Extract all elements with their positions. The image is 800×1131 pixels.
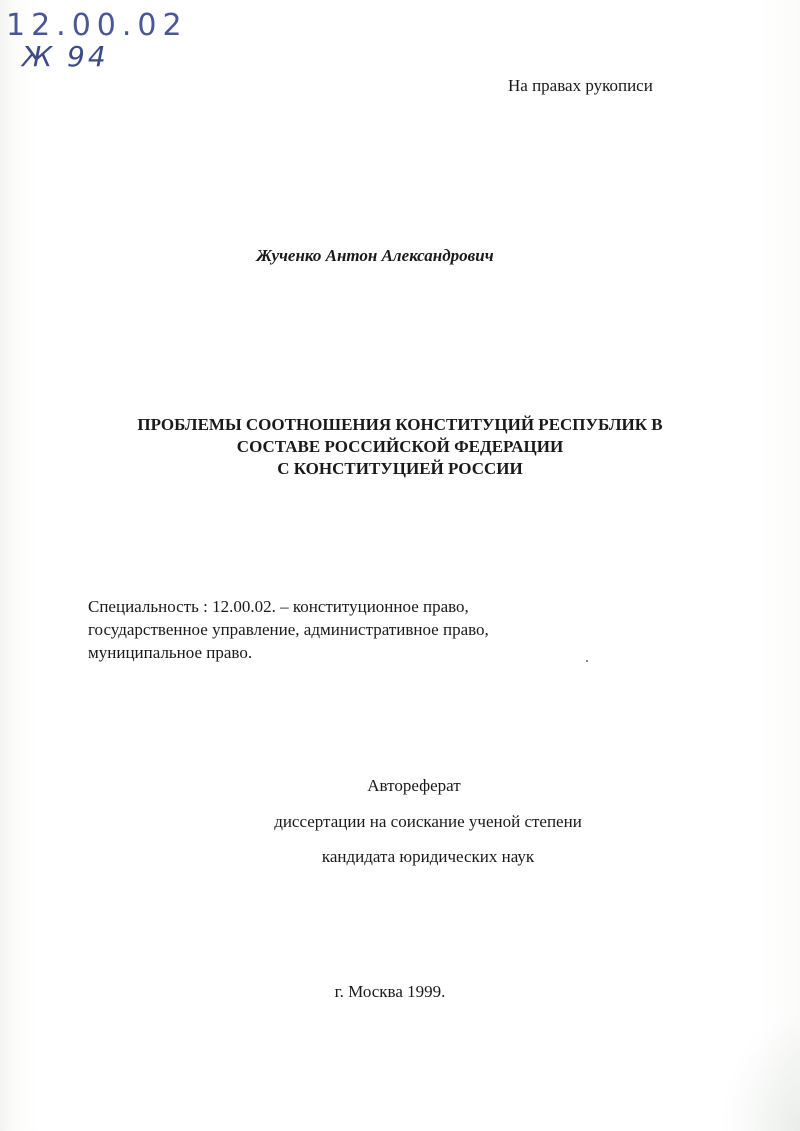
title-line: С КОНСТИТУЦИЕЙ РОССИИ [277,459,523,478]
manuscript-rights-note: На правах рукописи [508,76,653,95]
title-line: СОСТАВЕ РОССИЙСКОЙ ФЕДЕРАЦИИ [236,437,564,456]
specialty-line: Специальность : 12.00.02. – конституционное право, [88,597,469,616]
handwritten-code: 12.00.02 [6,8,188,43]
scan-edge-shade [720,1011,800,1131]
specialty-line: муниципальное право. [88,643,253,662]
abstract-degree: кандидата юридических наук [321,847,535,866]
specialty-block [88,595,489,664]
specialty-line: государственное управление, административное право, [88,620,489,639]
abstract-heading: Автореферат [367,776,461,795]
scan-speck [586,660,588,662]
city-year: г. Москва 1999. [334,982,446,1001]
title-line: ПРОБЛЕМЫ СООТНОШЕНИЯ КОНСТИТУЦИЙ РЕСПУБЛИК В [137,415,663,434]
handwritten-number: Ж 94 [22,40,109,73]
abstract-purpose: диссертации на соискание ученой степени [274,812,582,831]
author-name: Жученко Антон Александрович [256,246,494,265]
dissertation-title [0,414,800,480]
